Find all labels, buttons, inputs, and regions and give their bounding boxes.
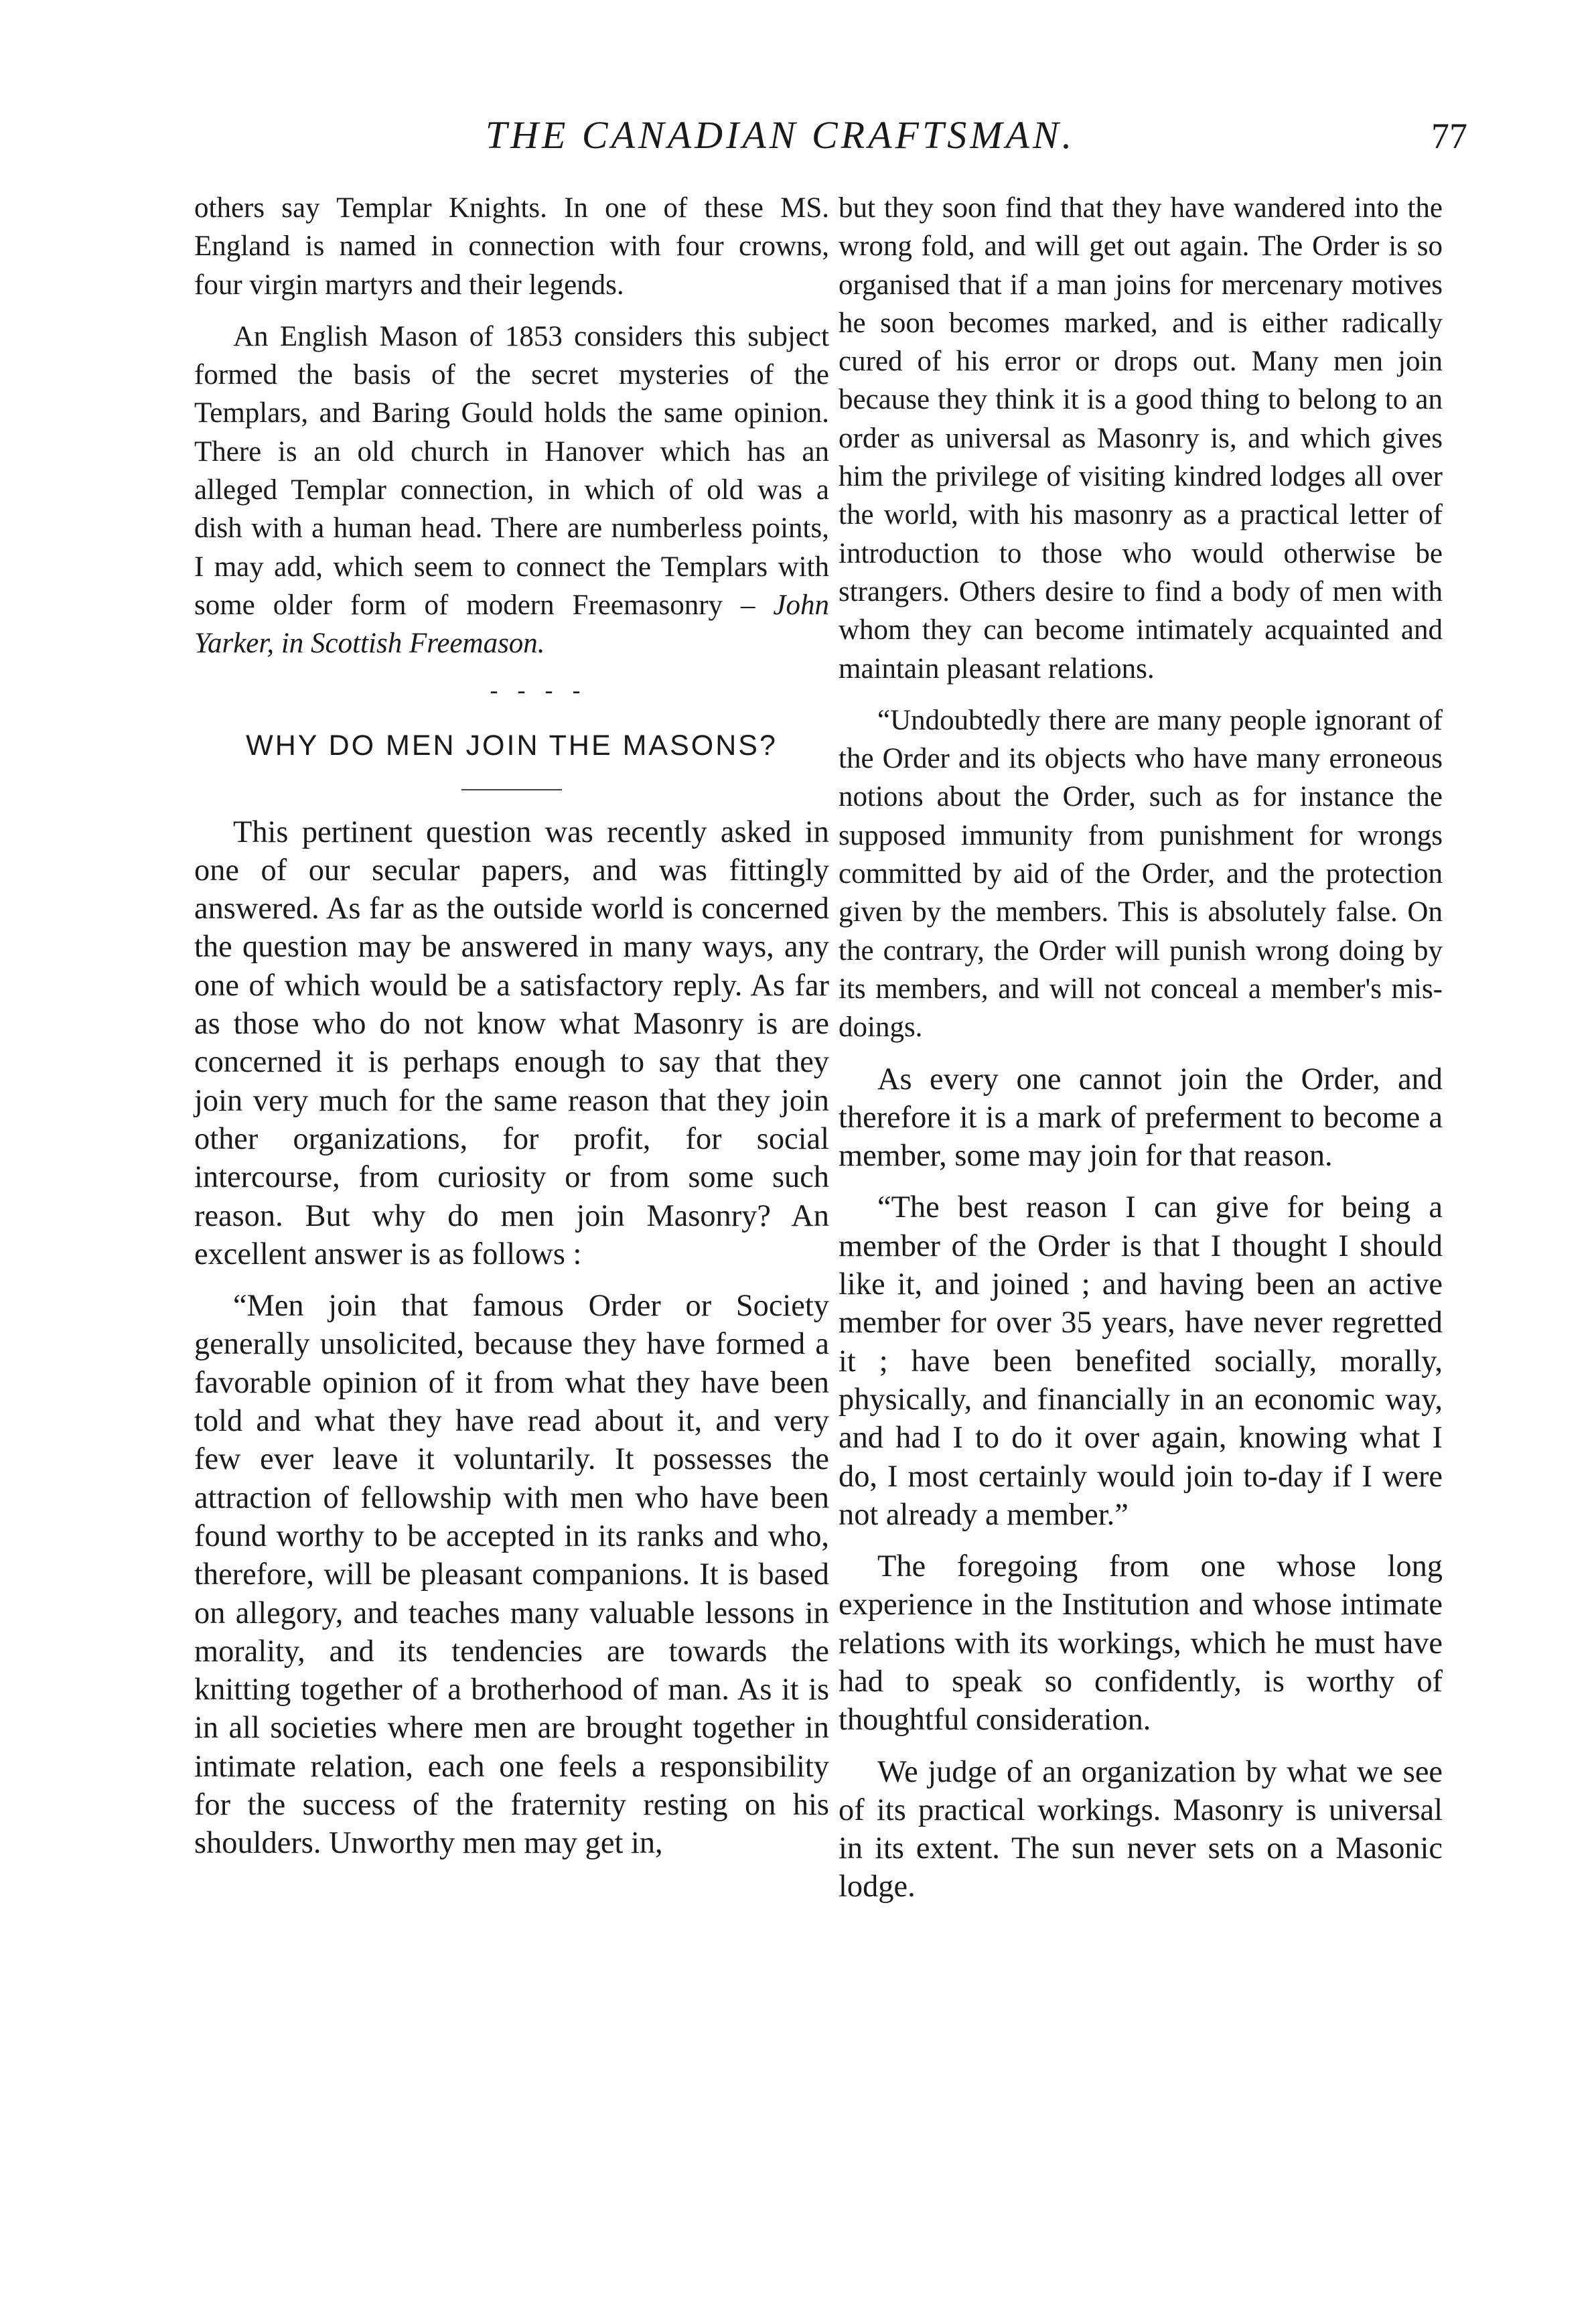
paragraph-foregoing: The foregoing from one whose long experience in the Institution and whose intimate relations with its workings, which he must have had to speak so confidently, is worthy of thoughtful consideration.	[839, 1549, 1443, 1738]
paragraph-english-mason-text: An English Mason of 1853 considers this subject formed the basis of the secret mysteries of the Templars, and Baring Gould holds the same opinion. There is an old church in Hanover which has an alleged Templar connection, in which of old was a dish with a human head. There are numberless points, I may add, which seem to connect the Templars with some older form of modern Freemasonry –	[194, 320, 829, 621]
section-divider: - - - -	[490, 676, 587, 703]
right-column	[839, 189, 1443, 1920]
running-head: THE CANADIAN CRAFTSMAN.	[485, 113, 1076, 157]
paragraph-judge: We judge of an organization by what we see of its practical workings. Masonry is universal in its extent. The sun never sets on a Masonic lodge.	[839, 1754, 1443, 1904]
continued-paragraph-right: but they soon find that they have wandered into the wrong fold, and will get out again. The Order is so organised that if a man joins for mercenary motives he soon becomes marked, and is either radically cured of his error or drops out. Many men join because they think it is a good thing to belong to an order as universal as Masonry is, and which gives him the privilege of visiting kindred lodges all over the world, with his masonry as a practical letter of introduction to those who would otherwise be strangers. Others desire to find a body of men with whom they can become intimately acquainted and maintain pleasant relations.	[839, 192, 1443, 685]
left-column	[194, 189, 829, 1876]
title-rule	[461, 789, 562, 790]
paragraph-best-reason: “The best reason I can give for being a member of the Order is that I thought I should like it, and joined ; and having been an active member for over 35 years, have never regretted it ; have been benefited socially, morally, physically, and financially in an economic way, and had I to do it over again, knowing what I do, I most certainly would join to-day if I were not already a member.”	[839, 1190, 1443, 1532]
paragraph-every-one: As every one cannot join the Order, and therefore it is a mark of preferment to become a member, some may join for that reason.	[839, 1062, 1443, 1174]
paragraph-quote-men-join: “Men join that famous Order or Society generally unsolicited, because they have formed a favorable opinion of it from what they have been told and what they have read about it, and very few ever leave it voluntarily. It possesses the attraction of fellowship with men who have been found worthy to be accepted in its ranks and who, therefore, will be pleasant companions. It is based on allegory, and teaches many valuable lessons in morality, and its tendencies are towards the knitting together of a brotherhood of man. As it is in all societies where men are brought together in intimate relation, each one feels a responsibility for the success of the fraternity resting on his shoulders. Unworthy men may get in,	[194, 1289, 829, 1861]
paragraph-undoubtedly: “Undoubtedly there are many people ignorant of the Order and its objects who have many erroneous notions about the Order, such as for instance the supposed immunity from punishment for wrongs committed by aid of the Order, and the protection given by the members. This is absolutely false. On the contrary, the Order will punish wrong doing by its members, and will not conceal a member's mis-doings.	[839, 704, 1443, 1044]
paragraph-english-mason	[194, 318, 829, 663]
paragraph-pertinent-question: This pertinent question was recently asked in one of our secular papers, and was fittingly answered. As far as the outside world is concerned the question may be answered in many ways, any one of which would be a satisfactory reply. As far as those who do not know what Masonry is are concerned it is perhaps enough to say that they join very much for the same reason that they join other organizations, for profit, for social intercourse, from curiosity or from some such reason. But why do men join Masonry? An excellent answer is as follows :	[194, 815, 829, 1271]
article-title: WHY DO MEN JOIN THE MASONS?	[246, 729, 778, 762]
page-number: 77	[1431, 116, 1467, 156]
attribution: John Yarker, in Scottish Freemason.	[194, 589, 829, 660]
continued-paragraph: others say Templar Knights. In one of these MS. England is named in connection with four crowns, four virgin martyrs and their legends.	[194, 192, 829, 301]
